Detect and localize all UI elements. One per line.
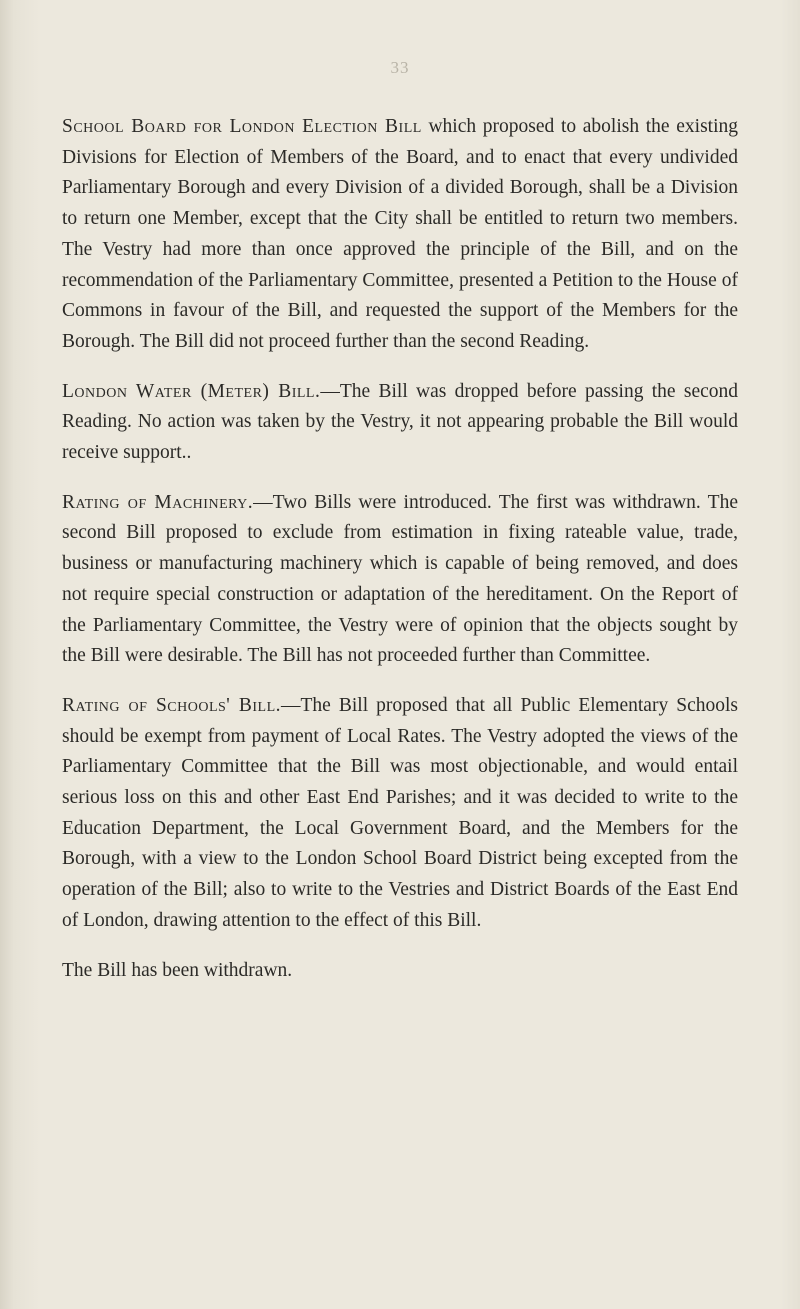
paragraph-water-meter-bill xyxy=(62,377,738,469)
paragraph-text: —The Bill proposed that all Public Elementary Schools should be exempt from payment of Local Rates. The Vestry adopted the views of the Parliamentary Committee that the Bill was most objectionable, and would entail serious loss on this and other East End Parishes; and it was decided to write to the Education Department, the Local Government Board, and the Members for the Borough, with a view to the London School Board District being excepted from the operation of the Bill; also to write to the Vestries and District Boards of the East End of London, drawing attention to the effect of this Bill. xyxy=(62,694,738,931)
paragraph-school-board-bill xyxy=(62,112,738,358)
paragraph-bill-withdrawn xyxy=(62,956,738,987)
section-heading: Rating of Schools' Bill. xyxy=(62,694,282,716)
section-heading: Rating of Machinery. xyxy=(62,491,254,513)
document-body xyxy=(62,112,738,1005)
section-heading: School Board for London Election Bill xyxy=(62,116,422,137)
section-heading: London Water (Meter) Bill. xyxy=(62,380,321,402)
paragraph-text: which proposed to abolish the existing Divisions for Election of Members of the Board, and to enact that every undivided Parliamentary Borough and every Division of a divided Borough, shall be a Division to return one Member, except that the City shall be entitled to return two members. The Vestry had more than once approved the principle of the Bill, and on the recommendation of the Parliamentary Committee, presented a Petition to the House of Commons in favour of the Bill, and requested the support of the Members for the Borough. The Bill did not proceed further than the second Reading. xyxy=(62,116,738,352)
paragraph-rating-schools-bill xyxy=(62,691,738,937)
paragraph-text: —The Bill was dropped before passing the second Reading. No action was taken by the Vestry, it not appearing probable the Bill would receive support.. xyxy=(62,380,739,464)
paragraph-text: —Two Bills were introduced. The first was withdrawn. The second Bill proposed to exclude from estimation in fixing rateable value, trade, business or manufacturing machinery which is capable of being removed, and does not require special construction or adaptation of the hereditament. On the Report of the Parliamentary Committee, the Vestry were of opinion that the objects sought by the Bill were desirable. The Bill has not proceeded further than Committee. xyxy=(62,491,738,667)
paragraph-text: The Bill has been withdrawn. xyxy=(62,959,293,981)
paragraph-rating-machinery xyxy=(62,488,738,672)
page-number: 33 xyxy=(390,58,410,77)
